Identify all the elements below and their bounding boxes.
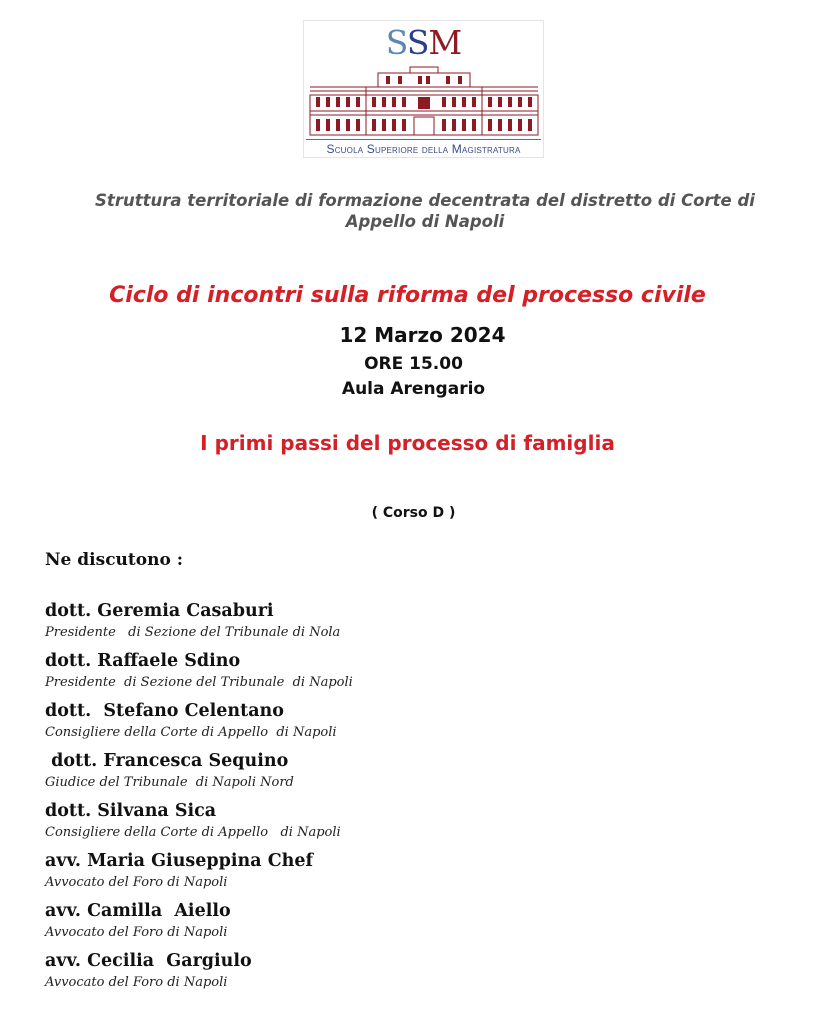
event-time: ORE 15.00: [364, 354, 463, 374]
course-label: ( Corso D ): [371, 505, 456, 521]
list-item: [45, 799, 353, 849]
list-item: [45, 749, 353, 799]
list-item: [45, 699, 353, 749]
list-item: [45, 949, 353, 999]
speaker-role: Presidente di Sezione del Tribunale di Nola: [45, 625, 341, 640]
logo-divider: [306, 139, 541, 140]
speaker-name: dott. Silvana Sica: [45, 801, 217, 821]
speaker-name: avv. Camilla Aiello: [45, 901, 231, 921]
event-topic: I primi passi del processo di famiglia: [200, 431, 615, 455]
speaker-name: avv. Cecilia Gargiulo: [45, 951, 252, 971]
speaker-name: avv. Maria Giuseppina Chef: [45, 851, 314, 871]
speakers-intro: Ne discutono :: [45, 550, 183, 570]
speaker-role: Avvocato del Foro di Napoli: [45, 875, 228, 890]
speaker-role: Consigliere della Corte di Appello di Napoli: [45, 825, 341, 840]
speaker-role: Giudice del Tribunale di Napoli Nord: [45, 775, 294, 790]
list-item: [45, 899, 353, 949]
ssm-logo: [303, 20, 544, 158]
event-room: Aula Arengario: [341, 379, 486, 399]
cycle-title: Ciclo di incontri sulla riforma del processo civile: [109, 283, 706, 308]
speaker-name: dott. Raffaele Sdino: [45, 651, 241, 671]
speaker-name: dott. Geremia Casaburi: [45, 601, 274, 621]
logo-caption: Scuola Superiore della Magistratura: [326, 142, 521, 156]
building-illustration: [306, 65, 542, 137]
logo-mark: SSM: [385, 23, 462, 62]
speaker-name: dott. Francesca Sequino: [45, 751, 289, 771]
speaker-role: Avvocato del Foro di Napoli: [45, 975, 228, 990]
list-item: [45, 599, 353, 649]
speaker-role: Avvocato del Foro di Napoli: [45, 925, 228, 940]
event-date: 12 Marzo 2024: [339, 323, 506, 347]
speaker-name: dott. Stefano Celentano: [45, 701, 284, 721]
speaker-role: Consigliere della Corte di Appello di Napoli: [45, 725, 337, 740]
list-item: [45, 649, 353, 699]
list-item: [45, 849, 353, 899]
speakers-list: [45, 599, 353, 999]
structure-subtitle: Struttura territoriale di formazione decentrata del distretto di Corte di Appello di Napoli: [95, 191, 755, 231]
speaker-role: Presidente di Sezione del Tribunale di Napoli: [45, 675, 353, 690]
